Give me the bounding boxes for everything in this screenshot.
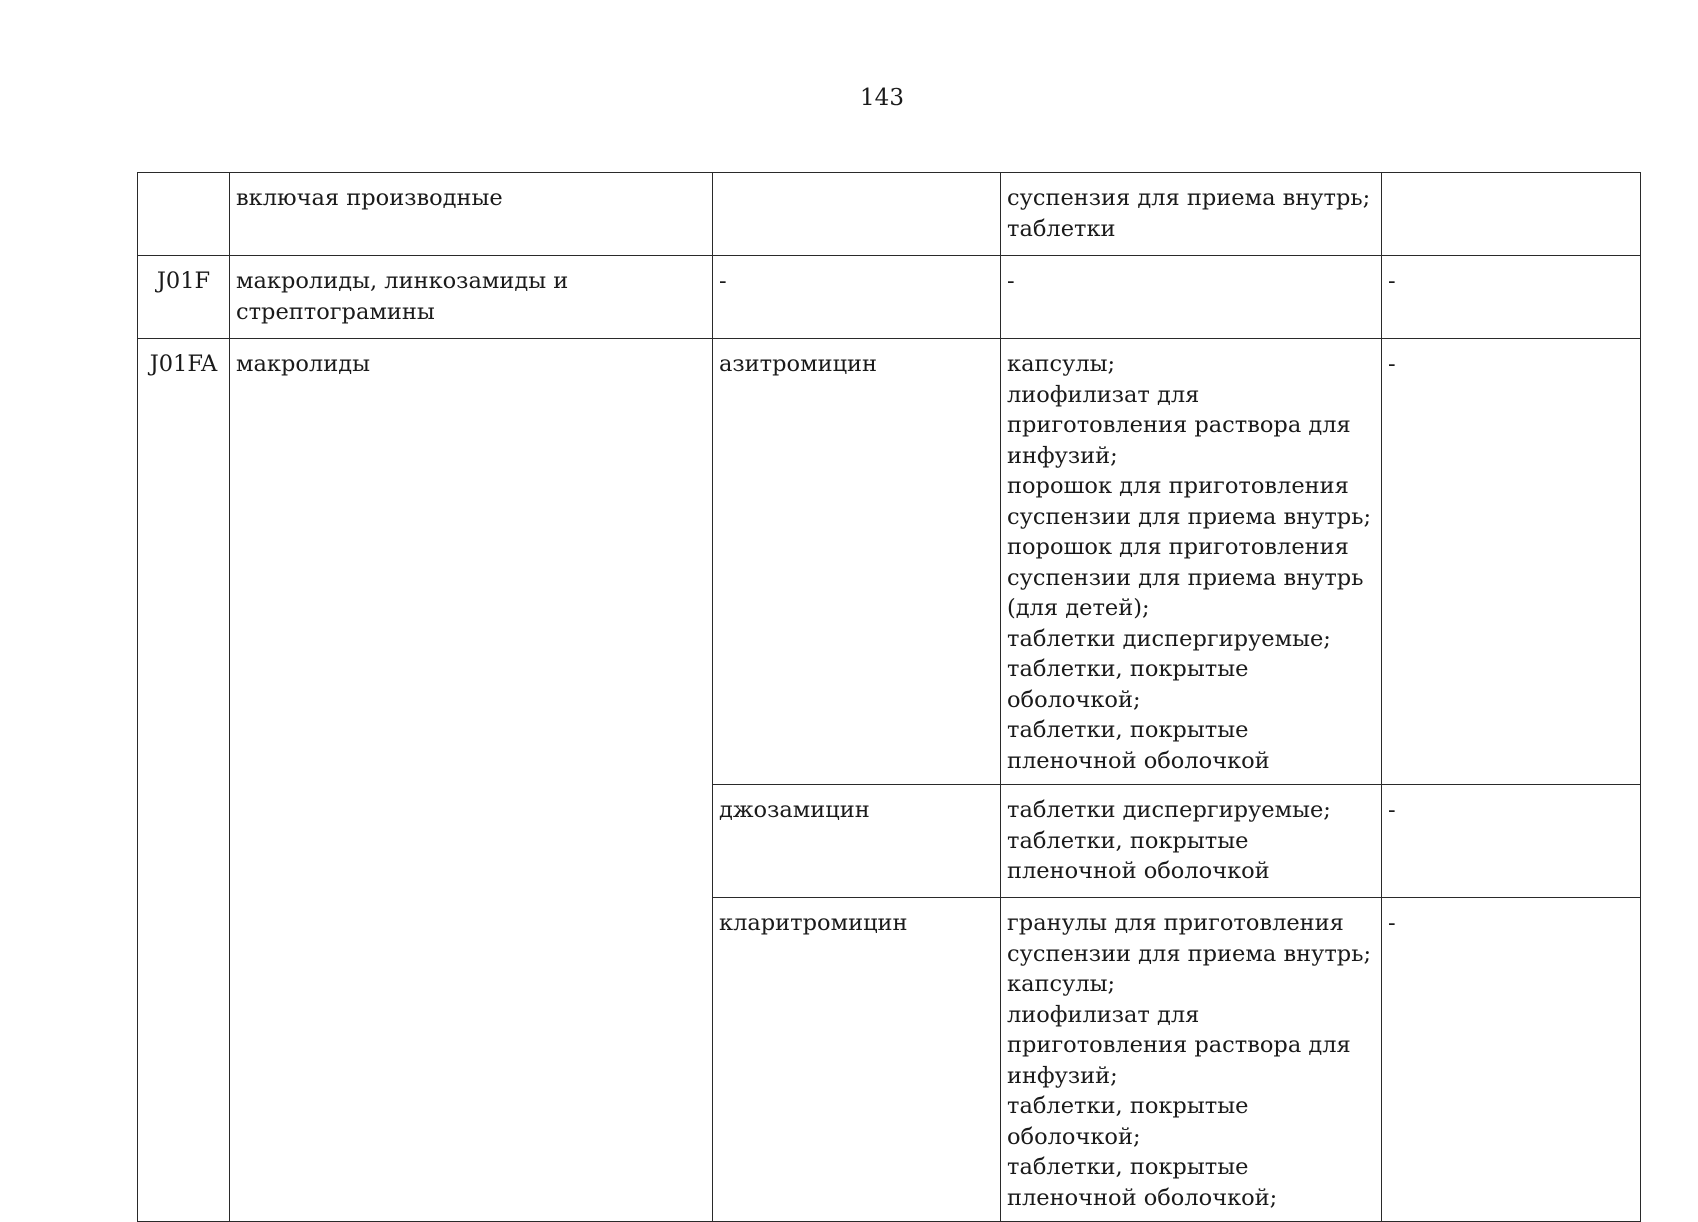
- dosage-form-line: суспензия для приема внутрь;: [1007, 185, 1371, 211]
- dosage-form-line: -: [1007, 268, 1015, 294]
- dosage-form-line: капсулы;: [1007, 351, 1116, 377]
- dosage-form-line: гранулы для приготовления суспензии для приема внутрь;: [1007, 910, 1372, 967]
- dosage-forms-cell: [1001, 256, 1382, 339]
- dosage-form-line: лиофилизат для приготовления раствора для инфузий;: [1007, 381, 1358, 469]
- note-cell: -: [1382, 339, 1641, 785]
- dosage-form-line: таблетки, покрытые пленочной оболочкой: [1007, 717, 1270, 774]
- dosage-form-line: порошок для приготовления суспензии для приема внутрь (для детей);: [1007, 534, 1371, 621]
- dosage-form-line: таблетки, покрытые пленочной оболочкой;: [1007, 1154, 1278, 1211]
- table-row: [138, 339, 1641, 785]
- dosage-form-line: капсулы;: [1007, 971, 1116, 997]
- note-cell: -: [1382, 785, 1641, 898]
- group-name-cell: макролиды, линкозамиды и стрептограмины: [230, 256, 713, 339]
- dosage-forms-cell: [1001, 339, 1382, 785]
- atc-code-cell: J01F: [138, 256, 230, 339]
- drug-name-cell: кларитромицин: [713, 898, 1001, 1222]
- group-name-cell: включая производные: [230, 173, 713, 256]
- dosage-form-line: таблетки, покрытые оболочкой;: [1007, 1093, 1256, 1150]
- dosage-form-line: таблетки: [1007, 215, 1116, 242]
- group-name-cell: макролиды: [230, 339, 713, 1222]
- drug-table: [137, 172, 1641, 1222]
- dosage-forms-cell: [1001, 898, 1382, 1222]
- drug-name-cell: -: [713, 256, 1001, 339]
- atc-code-cell: [138, 173, 230, 256]
- atc-code-cell: J01FA: [138, 339, 230, 1222]
- dosage-form-line: таблетки диспергируемые;: [1007, 797, 1331, 823]
- table-row: [138, 173, 1641, 256]
- dosage-form-line: таблетки диспергируемые;: [1007, 625, 1331, 652]
- note-cell: [1382, 173, 1641, 256]
- drug-name-cell: джозамицин: [713, 785, 1001, 898]
- dosage-form-line: таблетки, покрытые оболочкой;: [1007, 656, 1256, 713]
- dosage-form-line: таблетки, покрытые пленочной оболочкой: [1007, 827, 1270, 884]
- dosage-forms-cell: [1001, 173, 1382, 256]
- page-number: 143: [860, 85, 904, 111]
- dosage-form-line: лиофилизат для приготовления раствора для инфузий;: [1007, 1001, 1358, 1089]
- drug-name-cell: [713, 173, 1001, 256]
- dosage-forms-cell: [1001, 785, 1382, 898]
- drug-name-cell: азитромицин: [713, 339, 1001, 785]
- dosage-form-line: порошок для приготовления суспензии для приема внутрь;: [1007, 473, 1372, 530]
- table-row: [138, 256, 1641, 339]
- note-cell: -: [1382, 256, 1641, 339]
- note-cell: -: [1382, 898, 1641, 1222]
